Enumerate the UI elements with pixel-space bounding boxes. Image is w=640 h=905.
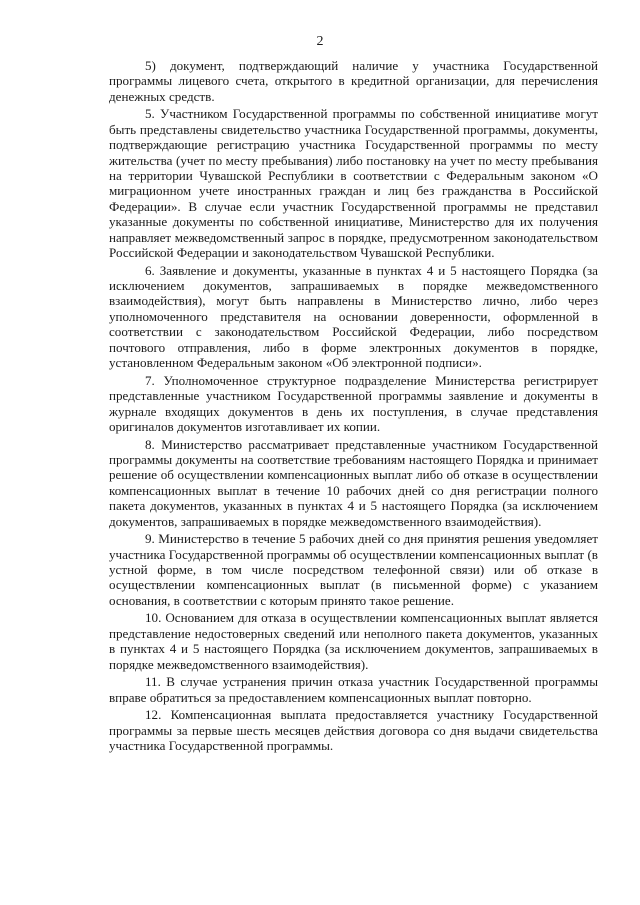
document-body [109, 58, 598, 756]
page-number: 2 [316, 34, 324, 49]
paragraph-6-submission-methods: 6. Заявление и документы, указанные в пунктах 4 и 5 настоящего Порядка (за исключением документов, запрашиваемых в порядке межведомственного взаимодействия), могут быть направлены в Министерство лично, либо через уполномоченного представителя на основании доверенности, оформленной в соответствии с законодательством Российской Федерации, либо посредством почтового отправления, либо в форме электронных документов в порядке, установленном Федеральным законом «Об электронной подписи». [109, 262, 598, 371]
paragraph-12-payment-period: 12. Компенсационная выплата предоставляется участнику Государственной программы за первые шесть месяцев действия договора со дня выдачи свидетельства участника Государственной программы. [109, 707, 598, 753]
paragraph-item-5-document-account: 5) документ, подтверждающий наличие у участника Государственной программы лицевого счета, открытого в кредитной организации, для перечисления денежных средств. [109, 58, 598, 104]
paragraph-9-notification: 9. Министерство в течение 5 рабочих дней со дня принятия решения уведомляет участника Государственной программы об осуществлении компенсационных выплат (в устной форме, в том числе посредством телефонной связи) или об отказе в осуществлении компенсационных выплат (в письменной форме) с указанием основания, в соответствии с которым принято такое решение. [109, 531, 598, 608]
paragraph-8-review-decision: 8. Министерство рассматривает представленные участником Государственной программы документы на соответствие требованиям настоящего Порядка и принимает решение об осуществлении компенсационных выплат либо об отказе в осуществлении компенсационных выплат в течение 10 рабочих дней со дня регистрации полного пакета документов, указанных в пунктах 4 и 5 настоящего Порядка (за исключением документов, запрашиваемых в порядке межведомственного взаимодействия). [109, 436, 598, 529]
paragraph-7-registration: 7. Уполномоченное структурное подразделение Министерства регистрирует представленные участником Государственной программы заявление и документы в журнале входящих документов в день их поступления, в случае представления оригиналов документов изготавливает их копии. [109, 372, 598, 434]
paragraph-5-optional-documents: 5. Участником Государственной программы по собственной инициативе могут быть представлены свидетельство участника Государственной программы, документы, подтверждающие регистрацию участника Государственной программы по месту жительства (учет по месту пребывания) либо постановку на учет по месту пребывания на территории Чувашской Республики в соответствии с Федеральным законом «О миграционном учете иностранных граждан и лиц без гражданства в Российской Федерации». В случае если участник Государственной программы не представил указанные документы по собственной инициативе, Министерство для их получения направляет межведомственный запрос в порядке, предусмотренном законодательством Российской Федерации и законодательством Чувашской Республики. [109, 106, 598, 261]
paragraph-10-refusal-grounds: 10. Основанием для отказа в осуществлении компенсационных выплат является представление недостоверных сведений или неполного пакета документов, указанных в пунктах 4 и 5 настоящего Порядка (за исключением документов, запрашиваемых в порядке межведомственного взаимодействия). [109, 610, 598, 672]
paragraph-11-reapplication: 11. В случае устранения причин отказа участник Государственной программы вправе обратиться за предоставлением компенсационных выплат повторно. [109, 674, 598, 705]
